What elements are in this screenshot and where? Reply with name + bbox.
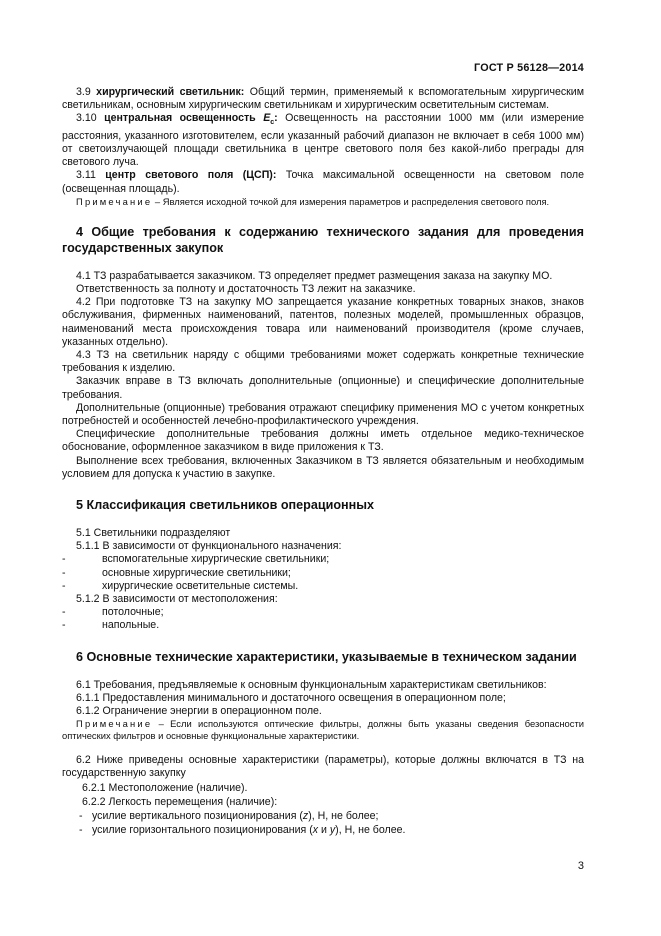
term-colon: : <box>274 112 278 125</box>
clause-5-1: 5.1 Светильники подразделяют <box>76 526 231 539</box>
standard-code: ГОСТ Р 56128—2014 <box>474 62 584 74</box>
list-item-text: усилие горизонтального позиционирования ( <box>92 823 313 836</box>
clause-3-10 <box>62 112 584 169</box>
definition: Точка максимальной освещенности на световом поле (освещенная площадь). <box>62 169 584 195</box>
clause-6-1-2: 6.1.2 Ограничение энергии в операционном поле. <box>76 705 322 718</box>
note-1 <box>62 196 584 208</box>
clause-6-2: 6.2 Ниже приведены основные характеристики (параметры), которые должны включатся в ТЗ на государственную закупку <box>62 754 584 780</box>
clause-3-9 <box>62 86 584 112</box>
list-item-text: ), Н, не более; <box>308 809 379 822</box>
section-4-heading: 4 Общие требования к содержанию технического задания для проведения государственных закупок <box>62 224 584 255</box>
clause-4-3: 4.3 ТЗ на светильник наряду с общими требованиями может содержать конкретные технические требования к изделию. <box>62 348 584 375</box>
list-dash: - <box>62 553 66 566</box>
note-label: Примечание <box>76 718 153 730</box>
note-text: – Является исходной точкой для измерения параметров и распределения светового поля. <box>152 195 550 207</box>
clause-3-11 <box>62 169 584 195</box>
clause-6-2-1: 6.2.1 Местоположение (наличие). <box>82 781 248 794</box>
term-subscript: c <box>270 119 275 127</box>
paragraph: Ответственность за полноту и достаточность ТЗ лежит на заказчике. <box>76 282 416 295</box>
clause-5-1-1: 5.1.1 В зависимости от функционального назначения: <box>76 540 342 553</box>
definition: Общий термин, применяемый к вспомогательным хирургическим светильникам, основным хирургическим светильникам и хирургическим осветительным системам. <box>62 86 584 112</box>
axis-symbol: z <box>302 809 309 822</box>
list-item-text: вспомогательные хирургические светильники; <box>102 553 330 566</box>
axis-symbol: x <box>312 823 319 836</box>
clause-5-1-2: 5.1.2 В зависимости от местоположения: <box>76 593 278 605</box>
list-item <box>62 580 584 593</box>
note-2 <box>62 718 584 742</box>
page-content <box>62 86 584 837</box>
clause-6-2-2: 6.2.2 Легкость перемещения (наличие): <box>82 795 278 808</box>
paragraph: Специфические дополнительные требования должны иметь отдельное медико-техническое обоснование, оформленное заказчиком в виде приложения к ТЗ. <box>62 428 584 454</box>
list-item-text: усилие вертикального позиционирования ( <box>92 809 303 822</box>
list-dash: - <box>79 823 83 836</box>
section-6-heading: 6 Основные технические характеристики, указываемые в техническом задании <box>76 649 577 664</box>
term: центральная освещенность <box>104 112 264 125</box>
note-text: – Если используются оптические фильтры, должны быть указаны сведения безопасности оптических фильтров и основные функциональные характеристики. <box>62 718 584 742</box>
list-item-text: напольные. <box>102 619 160 632</box>
list-dash: - <box>62 566 66 579</box>
clause-4-1: 4.1 ТЗ разрабатывается заказчиком. ТЗ определяет предмет размещения заказа на закупку МО. <box>76 269 553 282</box>
term: хирургический светильник: <box>96 86 245 98</box>
clause-6-1-1: 6.1.1 Предоставления минимального и достаточного освещения в операционном поле; <box>76 691 506 704</box>
list-item-text: ), Н, не более. <box>335 823 406 836</box>
term-symbol: E <box>263 112 271 125</box>
list-item-text: основные хирургические светильники; <box>102 566 291 579</box>
list-item <box>62 619 584 632</box>
list-dash: - <box>62 619 66 632</box>
clause-6-1: 6.1 Требования, предъявляемые к основным функциональным характеристикам светильников: <box>76 678 547 691</box>
list-dash: - <box>79 809 83 822</box>
list-item <box>62 823 584 837</box>
list-item <box>62 553 584 566</box>
conjunction: и <box>318 823 330 836</box>
term: центр светового поля (ЦСП): <box>105 169 277 182</box>
note-label: Примечание <box>76 195 153 207</box>
section-5-heading: 5 Классификация светильников операционных <box>76 497 374 512</box>
clause-number: 3.10 <box>76 112 105 125</box>
list-item <box>62 606 584 619</box>
page-number: 3 <box>577 860 584 872</box>
list-item-text: хирургические осветительные системы. <box>102 579 299 592</box>
axis-symbol: y <box>329 823 336 836</box>
paragraph: Заказчик вправе в ТЗ включать дополнительные (опционные) и специфические дополнительные требования. <box>62 375 584 401</box>
clause-number: 3.11 <box>76 169 106 182</box>
clause-number: 3.9 <box>76 86 97 98</box>
list-dash: - <box>62 606 66 619</box>
definition: Освещенность на расстоянии 1000 мм (или измерение расстояния, указанного изготовителем, если указанный рабочий диапазон не включает в себя 1000 мм) от светоизлучающей площади светильника в центре светового поля без какой-либо преграды для светового луча. <box>62 112 585 169</box>
list-item <box>62 567 584 580</box>
list-item <box>62 809 584 823</box>
clause-4-2: 4.2 При подготовке ТЗ на закупку МО запрещается указание конкретных товарных знаков, знаков обслуживания, фирменных наименований, патентов, полезных моделей, промышленных образцов, наименований места происхождения товара или наименований производителя (кроме случаев, указанных отдельно). <box>62 296 584 348</box>
list-dash: - <box>62 579 66 592</box>
paragraph: Дополнительные (опционные) требования отражают специфику применения МО с учетом конкретных потребностей и особенностей лечебно-профилактического учреждения. <box>62 401 584 427</box>
paragraph: Выполнение всех требования, включенных Заказчиком в ТЗ является обязательным и необходимым условием для допуска к участию в закупке. <box>62 454 584 480</box>
list-item-text: потолочные; <box>102 606 164 619</box>
